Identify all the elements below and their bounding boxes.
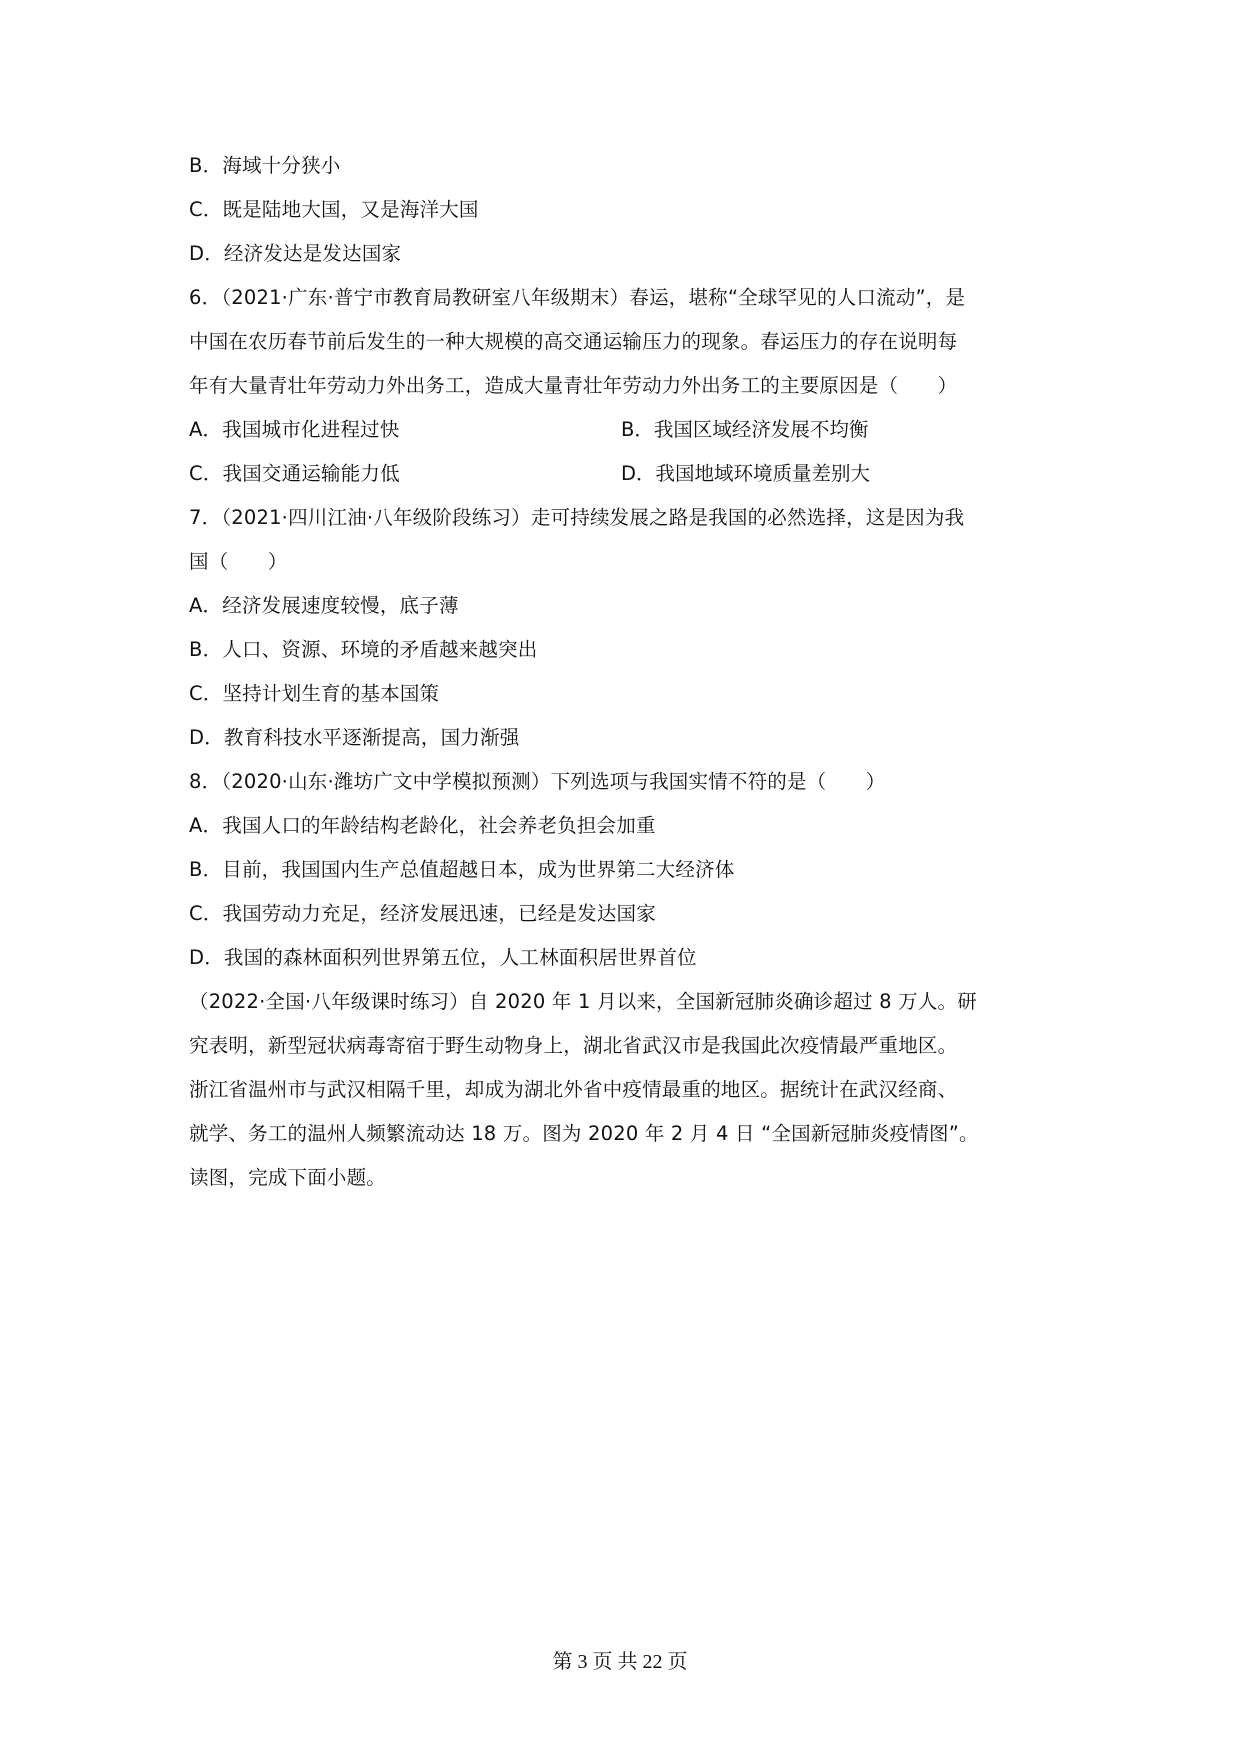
passage-line-2: 究表明，新型冠状病毒寄宿于野生动物身上，湖北省武汉市是我国此次疫情最严重地区。 [189,1034,958,1057]
passage-line-1: （2022·全国·八年级课时练习）自 2020 年 1 月以来，全国新冠肺炎确诊超过 8 万人。研 [189,990,977,1013]
q7-stem-line-1: 7．（2021·四川江油·八年级阶段练习）走可持续发展之路是我国的必然选择，这是因为我 [189,506,965,529]
passage-line-4: 就学、务工的温州人频繁流动达 18 万。图为 2020 年 2 月 4 日 “全国新冠肺炎疫情图”。 [189,1122,979,1145]
q8-option-b: B．目前，我国国内生产总值超越日本，成为世界第二大经济体 [189,858,735,881]
q5-option-c: C．既是陆地大国，又是海洋大国 [189,198,479,221]
q6-stem-line-2: 中国在农历春节前后发生的一种大规模的高交通运输压力的现象。春运压力的存在说明每 [189,330,958,353]
q7-option-c: C．坚持计划生育的基本国策 [189,682,440,705]
q8-option-d: D．我国的森林面积列世界第五位，人工林面积居世界首位 [189,946,697,969]
q7-option-b: B．人口、资源、环境的矛盾越来越突出 [189,638,538,661]
passage-line-5: 读图，完成下面小题。 [189,1166,387,1189]
q5-option-d: D．经济发达是发达国家 [189,242,402,265]
q6-option-d: D．我国地域环境质量差别大 [621,462,871,485]
q7-option-a: A．经济发展速度较慢，底子薄 [189,594,459,617]
q8-option-c: C．我国劳动力充足，经济发展迅速，已经是发达国家 [189,902,656,925]
page-footer: 第 3 页 共 22 页 [552,1651,688,1673]
q7-stem-line-2: 国（ ） [189,550,288,573]
q6-stem-line-1: 6．（2021·广东·普宁市教育局教研室八年级期末）春运，堪称“全球罕见的人口流动”，是 [189,286,966,309]
q7-option-d: D．教育科技水平逐渐提高，国力渐强 [189,726,520,749]
q6-option-c: C．我国交通运输能力低 [189,462,400,485]
q8-stem-line-1: 8．（2020·山东·潍坊广文中学模拟预测）下列选项与我国实情不符的是（ ） [189,770,886,793]
passage-line-3: 浙江省温州市与武汉相隔千里，却成为湖北外省中疫情最重的地区。据统计在武汉经商、 [189,1078,958,1101]
q6-stem-line-3: 年有大量青壮年劳动力外出务工，造成大量青壮年劳动力外出务工的主要原因是（ ） [189,374,958,397]
q5-option-b: B．海域十分狭小 [189,154,341,177]
q6-option-b: B．我国区域经济发展不均衡 [621,418,869,441]
q6-option-a: A．我国城市化进程过快 [189,418,400,441]
q8-option-a: A．我国人口的年龄结构老龄化，社会养老负担会加重 [189,814,656,837]
